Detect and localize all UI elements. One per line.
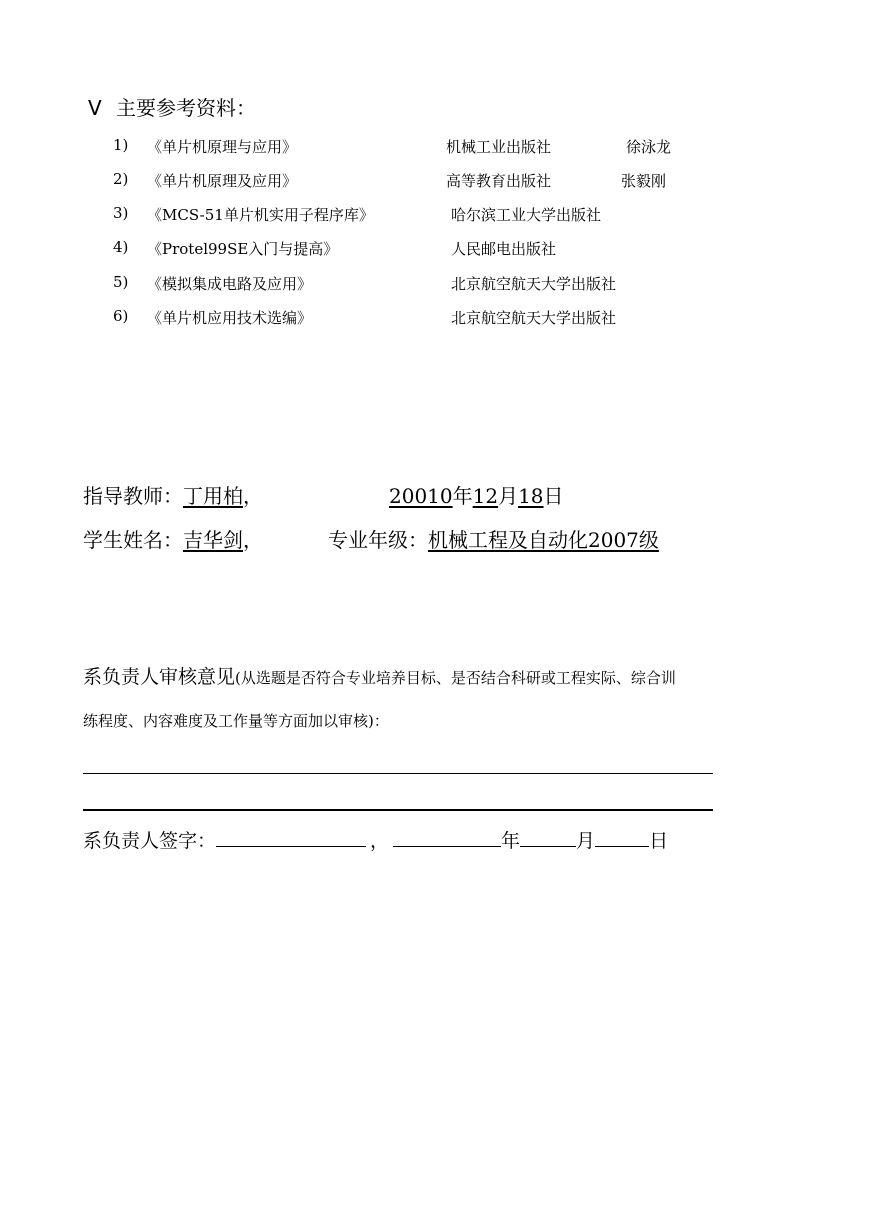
advisor-name: 丁用柏 xyxy=(183,484,243,508)
reference-number: 1) xyxy=(113,136,129,154)
reference-title: 《单片机应用技术选编》 xyxy=(147,309,313,327)
reference-publisher: 高等教育出版社 xyxy=(446,172,552,190)
advisor-label: 指导教师： xyxy=(83,484,183,508)
signature-month-blank[interactable] xyxy=(520,828,576,847)
reference-number: 2) xyxy=(113,170,129,188)
signature-day-blank[interactable] xyxy=(595,828,649,847)
reference-title: 《模拟集成电路及应用》 xyxy=(147,275,313,293)
signature-label: 系负责人签字： xyxy=(83,830,217,852)
signature-day-unit: 日 xyxy=(649,830,669,852)
review-heading-line xyxy=(83,662,676,689)
comment-line xyxy=(83,809,713,811)
reference-author: 张毅刚 xyxy=(621,172,667,190)
signature-blank[interactable] xyxy=(216,828,366,847)
advisor-row xyxy=(83,480,263,509)
student-label: 学生姓名： xyxy=(83,528,183,552)
reference-number: 3) xyxy=(113,204,129,222)
reference-author: 徐泳龙 xyxy=(626,138,672,156)
reference-publisher: 哈尔滨工业大学出版社 xyxy=(451,206,602,224)
advisor-comma: ， xyxy=(243,484,263,508)
date-day: 18 xyxy=(518,484,544,508)
reference-number: 4) xyxy=(113,238,129,256)
reference-title: 《单片机原理与应用》 xyxy=(147,138,298,156)
reference-publisher: 北京航空航天大学出版社 xyxy=(451,309,617,327)
date-year: 20010 xyxy=(389,484,453,508)
section-marker: Ⅴ xyxy=(88,96,102,120)
signature-year-blank[interactable] xyxy=(393,828,501,847)
reference-publisher: 机械工业出版社 xyxy=(446,138,552,156)
reference-title: 《单片机原理及应用》 xyxy=(147,172,298,190)
section-title: 主要参考资料： xyxy=(116,96,257,120)
major-value: 机械工程及自动化2007级 xyxy=(428,528,659,552)
student-comma: ， xyxy=(243,528,263,552)
reference-publisher: 人民邮电出版社 xyxy=(451,240,557,258)
signature-month-unit: 月 xyxy=(576,830,596,852)
reference-number: 6) xyxy=(113,307,129,325)
student-name: 吉华剑 xyxy=(183,528,243,552)
review-note: (从选题是否符合专业培养目标、是否结合科研或工程实际、综合训 xyxy=(235,669,676,687)
date-month-unit: 月 xyxy=(498,484,519,508)
signature-year-unit: 年 xyxy=(501,830,521,852)
signature-comma: ， xyxy=(370,830,390,852)
reference-title: 《Protel99SE入门与提高》 xyxy=(147,240,339,258)
date-year-unit: 年 xyxy=(452,484,473,508)
major-label: 专业年级： xyxy=(328,528,428,552)
date-day-unit: 日 xyxy=(543,484,564,508)
reference-number: 5) xyxy=(113,273,129,291)
major-row xyxy=(328,524,659,553)
reference-title: 《MCS-51单片机实用子程序库》 xyxy=(147,206,374,224)
review-note-continued: 练程度、内容难度及工作量等方面加以审核)： xyxy=(83,712,389,730)
student-row xyxy=(83,524,263,553)
date-month: 12 xyxy=(472,484,499,508)
advisor-date xyxy=(389,480,564,509)
comment-line xyxy=(83,773,713,774)
section-heading xyxy=(88,92,256,121)
signature-row xyxy=(83,826,668,853)
review-heading: 系负责人审核意见 xyxy=(83,666,236,688)
reference-publisher: 北京航空航天大学出版社 xyxy=(451,275,617,293)
